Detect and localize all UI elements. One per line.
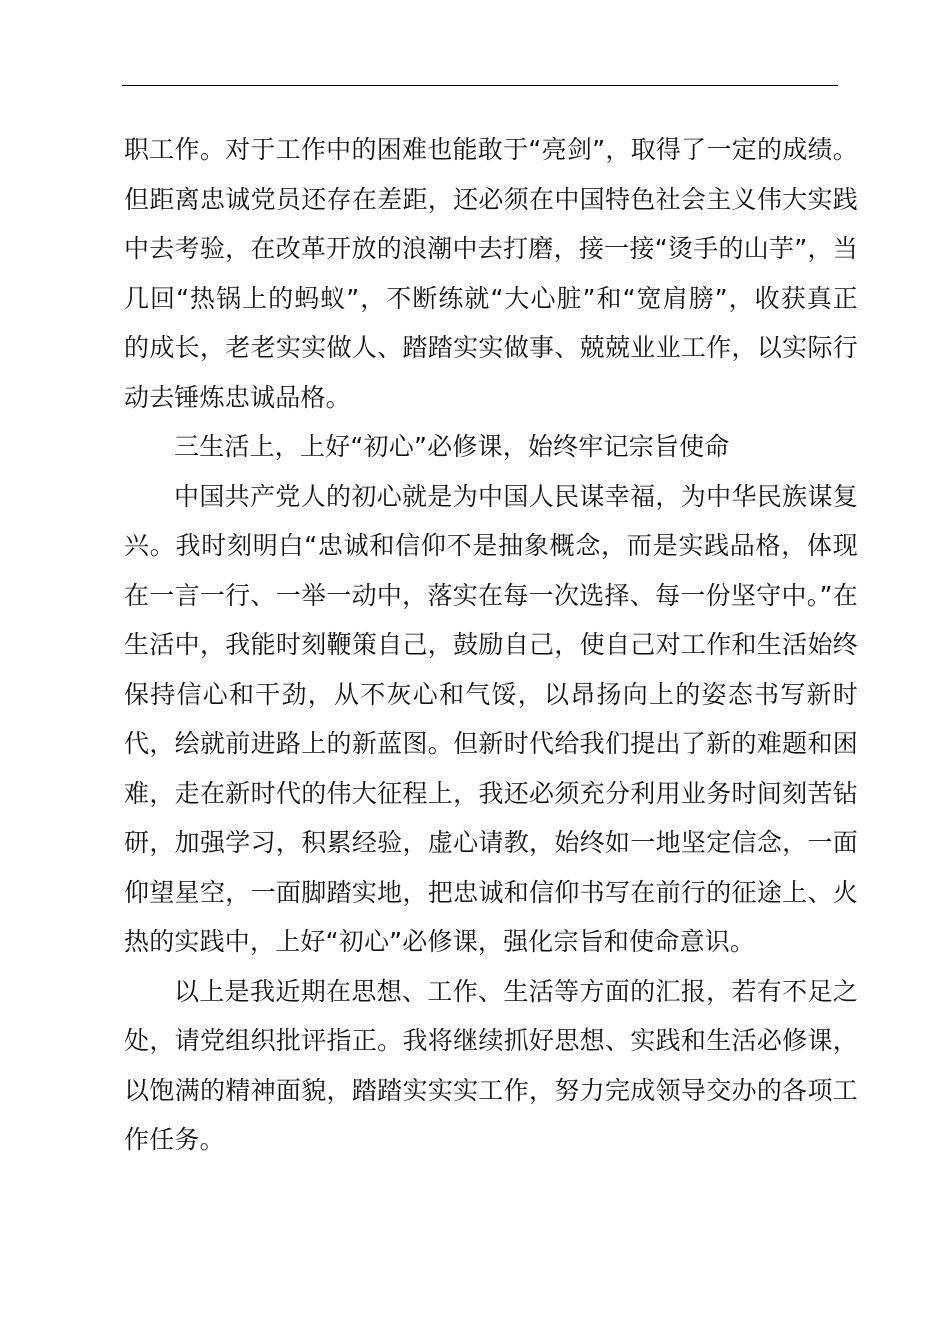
section-heading-life: 三生活上，上好“初心”必修课，始终牢记宗旨使命 — [174, 432, 730, 461]
document-body — [124, 125, 858, 1165]
paragraph-conclusion: 以上是我近期在思想、工作、生活等方面的汇报，若有不足之处，请党组织批评指正。我将继续抓好思想、实践和生活必修课，以饱满的精神面貌，踏踏实实实工作，努力完成领导交办的各项工作任务。 — [124, 976, 858, 1154]
header-rule — [122, 85, 838, 86]
paragraph-original-aspiration: 中国共产党人的初心就是为中国人民谋幸福，为中华民族谋复兴。我时刻明白“忠诚和信仰不是抽象概念，而是实践品格，体现在一言一行、一举一动中，落实在每一次选择、每一份坚守中。”在生活中，我能时刻鞭策自己，鼓励自己，使自己对工作和生活始终保持信心和干劲，从不灰心和气馁，以昂扬向上的姿态书写新时代，绘就前进路上的新蓝图。但新时代给我们提出了新的难题和困难，走在新时代的伟大征程上，我还必须充分利用业务时间刻苦钻研，加强学习，积累经验，虚心请教，始终如一地坚定信念，一面仰望星空，一面脚踏实地，把忠诚和信仰书写在前行的征途上、火热的实践中，上好“初心”必修课，强化宗旨和使命意识。 — [124, 481, 858, 956]
paragraph-continuation: 职工作。对于工作中的困难也能敢于“亮剑”，取得了一定的成绩。但距离忠诚党员还存在差距，还必须在中国特色社会主义伟大实践中去考验，在改革开放的浪潮中去打磨，接一接“烫手的山芋”，当几回“热锅上的蚂蚁”，不断练就“大心脏”和“宽肩膀”，收获真正的成长，老老实实做人、踏踏实实做事、兢兢业业工作，以实际行动去锤炼忠诚品格。 — [124, 135, 858, 412]
